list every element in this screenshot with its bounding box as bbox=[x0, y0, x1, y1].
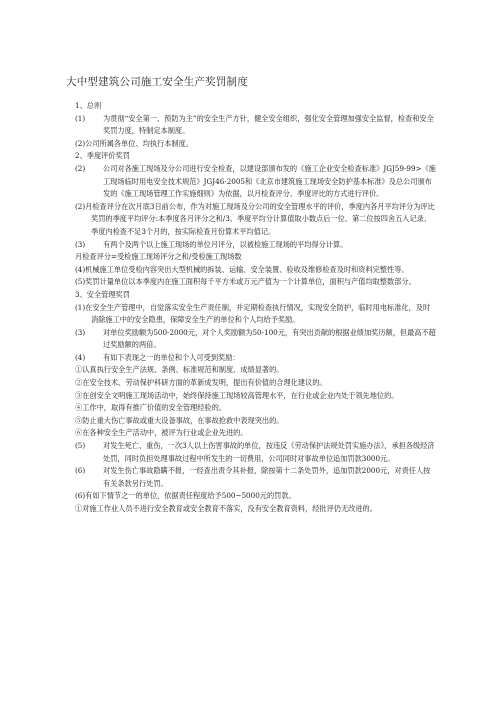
section-2-heading: 2、季度评价奖罚 bbox=[75, 151, 130, 161]
penalty-case-1: ①对施工作业人员不进行安全教育或安全教育不落实，没有安全教育资料，经批评仍无改进的。 bbox=[75, 504, 377, 513]
section-2-item-1 bbox=[75, 163, 437, 201]
section-2-item-2: (2)月检查评分在次月底3日前公布，作为对施工现场及分公司的安全管理水平的评价，季度内各月平均评分为评比奖罚的季度平均评分:本季度各月评分之和/3。季度平均分计算值取小数点后一位、第二位按四舍五入记录、季度内检查不足3个月的，按实际检查月份算术平均值记。 bbox=[75, 201, 435, 236]
document-title: 大中型建筑公司施工安全生产奖罚制度 bbox=[66, 76, 248, 88]
item-number: (6) bbox=[75, 466, 86, 476]
section-2-item-3 bbox=[75, 239, 437, 252]
reward-case-3: ③在创安全文明施工现场活动中，始终保持施工现场较高管理水平，在行业或企业内处于领先地位的。 bbox=[75, 390, 399, 400]
item-number: (3) bbox=[75, 327, 86, 337]
section-3-item-5 bbox=[75, 465, 437, 490]
score-formula: 月检查评分=受检施工现场评分之和/受检施工现场数 bbox=[75, 252, 242, 262]
item-number: (2) bbox=[75, 163, 86, 173]
section-3-item-6: (6)有如下情节之一的单位，依据责任程度给予500~5000元的罚款。 bbox=[75, 491, 296, 501]
reward-case-2: ②在安全技术、劳动保护科研方面的革新成发明，提出有价值的合理化建议的。 bbox=[75, 378, 327, 388]
reward-case-1: ①认真执行安全生产法规、条例、标准规范和制度、成绩显著的。 bbox=[75, 365, 284, 375]
item-number: (5) bbox=[75, 441, 86, 451]
reward-case-6: ⑥在各种安全生产活动中，被评为行业或企业先进的。 bbox=[75, 428, 248, 438]
section-3-heading: 3、安全管理奖罚 bbox=[75, 289, 130, 299]
section-1-heading: 1、总则 bbox=[75, 101, 102, 110]
item-number: (1) bbox=[75, 113, 86, 123]
document-body bbox=[75, 100, 437, 516]
section-1-item-2: (2)公司所属各单位、均执行本制度。 bbox=[75, 138, 193, 148]
section-2-item-5: (5)奖罚计量单位以本季度内在施工面积每千平方米或万元产值为一个计算单位，面积与产值均取整数部分。 bbox=[75, 277, 416, 287]
item-number: (3) bbox=[75, 239, 86, 249]
section-3-item-4 bbox=[75, 440, 437, 465]
item-text: 有如下表现之一的单位和个人可受到奖励： bbox=[103, 352, 240, 362]
section-2-item-4: (4)机械施工单位受检内容突出大型机械的拆装、运输、安全装置、验收及维修检查及时和资料完整性等。 bbox=[75, 264, 409, 274]
item-text: 有两个及两个以上施工现场的单位月评分，以被检施工现场的平均得分计算。 bbox=[103, 239, 348, 249]
item-text: 对发生伤亡事故隐瞒不报，一经查出责令其补报，除按第十二条处罚外，追加罚款2000元，对责任人按有关条款另行处罚。 bbox=[103, 466, 431, 488]
section-3-item-2 bbox=[75, 327, 437, 352]
section-1-item-1 bbox=[75, 113, 437, 138]
section-3-item-3 bbox=[75, 352, 437, 365]
reward-case-5: ⑤防止重大伤亡事故或重大设备事故，在事故抢救中表现突出的。 bbox=[75, 415, 284, 425]
item-number: (4) bbox=[75, 352, 86, 362]
item-text: 对发生死亡、重伤，一次3人以上伤害事故的单位，按违反《劳动保护法规处罚实施办法》，承担各级经济处罚，同时负担处理事故过程中所发生的一切费用，公司同时对事故单位追加罚款3000元。 bbox=[103, 441, 435, 463]
item-text: 公司对各施工现场及分公司进行安全检查，以建设部颁布发的《施工企业安全检查标准》JGJ59-99>《施工现场临时用电安全技术规范》JGJ46-2005和《北京市建筑施工现场安全防护基本标准》及总公司颁布发的《施工现场管理工作实施细则》为依据，以月检查评分、季度评比的方式进行评价。 bbox=[103, 163, 436, 199]
item-text: 为贯彻“安全第一、预防为主”的安全生产方针，健全安全组织，强化安全管理加强安全监督，检查和安全奖罚力度，特制定本制度。 bbox=[103, 113, 434, 136]
reward-case-4: ④工作中，取得有推广价值的安全管理经验的。 bbox=[75, 403, 226, 413]
section-3-item-1: (1)在安全生产管理中，自觉落实安全生产责任制，并定期检查执行情况，实现安全防护，临时用电标准化，及时消除施工中的安全隐患，保障安全生产的单位和个人均给予奖励。 bbox=[75, 302, 431, 325]
item-text: 对单位奖励额为500-2000元，对个人奖励额为50-100元，有突出贡献的根据业绩加奖历额，但最高不超过奖励额的两倍。 bbox=[103, 327, 436, 350]
